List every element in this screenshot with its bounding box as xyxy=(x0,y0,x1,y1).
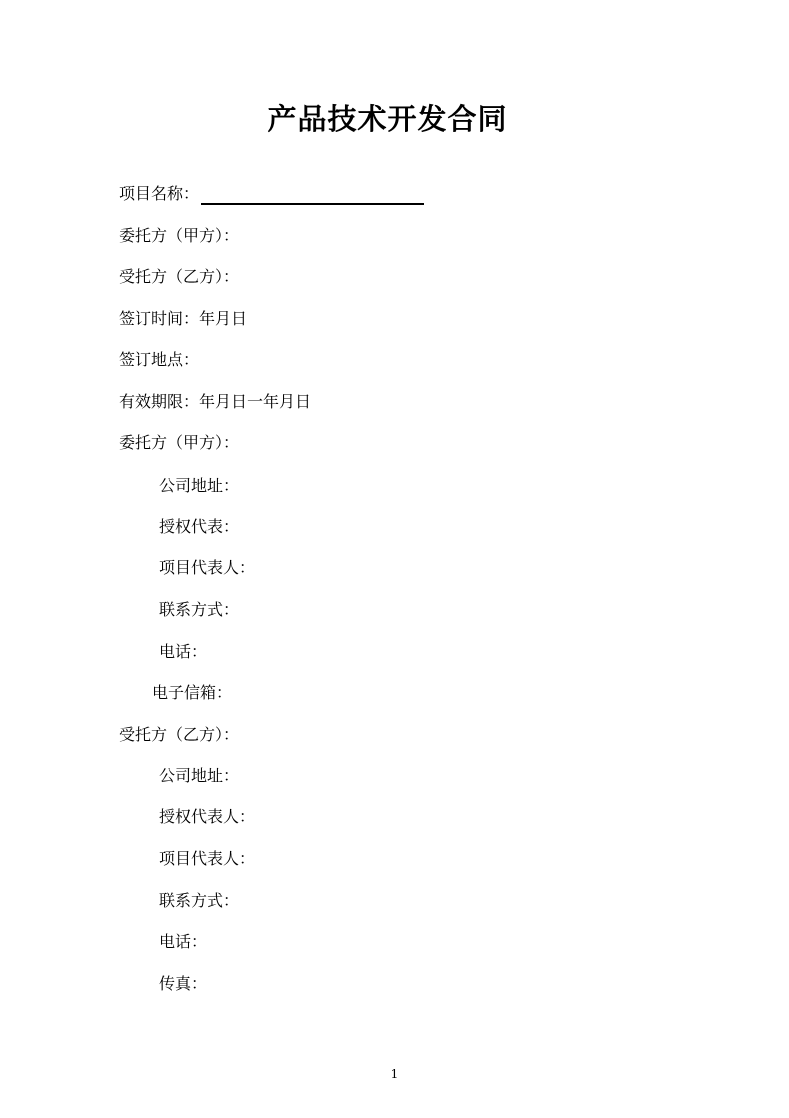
validity-period: 有效期限：年月日一年月日 xyxy=(119,392,312,411)
party-b-heading: 受托方（乙方）： xyxy=(119,725,240,744)
party-b-authorized-rep: 授权代表人： xyxy=(159,807,256,826)
project-name-label: 项目名称： xyxy=(119,184,200,203)
party-a-authorized-rep: 授权代表： xyxy=(159,517,240,536)
contractor-label: 受托方（乙方）： xyxy=(119,267,240,286)
client-label: 委托方（甲方）： xyxy=(119,226,240,245)
party-a-phone: 电话： xyxy=(159,642,208,661)
page-number: 1 xyxy=(390,1067,399,1081)
party-b-phone: 电话： xyxy=(159,932,208,951)
party-b-project-rep: 项目代表人： xyxy=(159,849,256,868)
party-b-contact: 联系方式： xyxy=(159,891,240,910)
party-b-address: 公司地址： xyxy=(159,766,240,785)
project-name-blank-line[interactable] xyxy=(201,189,424,205)
party-a-email: 电子信箱： xyxy=(152,683,233,702)
party-a-address: 公司地址： xyxy=(159,476,240,495)
document-title: 产品技术开发合同 xyxy=(267,102,508,136)
signing-place: 签订地点： xyxy=(119,350,200,369)
party-b-fax: 传真： xyxy=(159,974,208,993)
party-a-project-rep: 项目代表人： xyxy=(159,558,256,577)
signing-time: 签订时间：年月日 xyxy=(119,309,248,328)
party-a-contact: 联系方式： xyxy=(159,600,240,619)
project-name-row xyxy=(119,183,424,205)
party-a-heading: 委托方（甲方）： xyxy=(119,433,240,452)
